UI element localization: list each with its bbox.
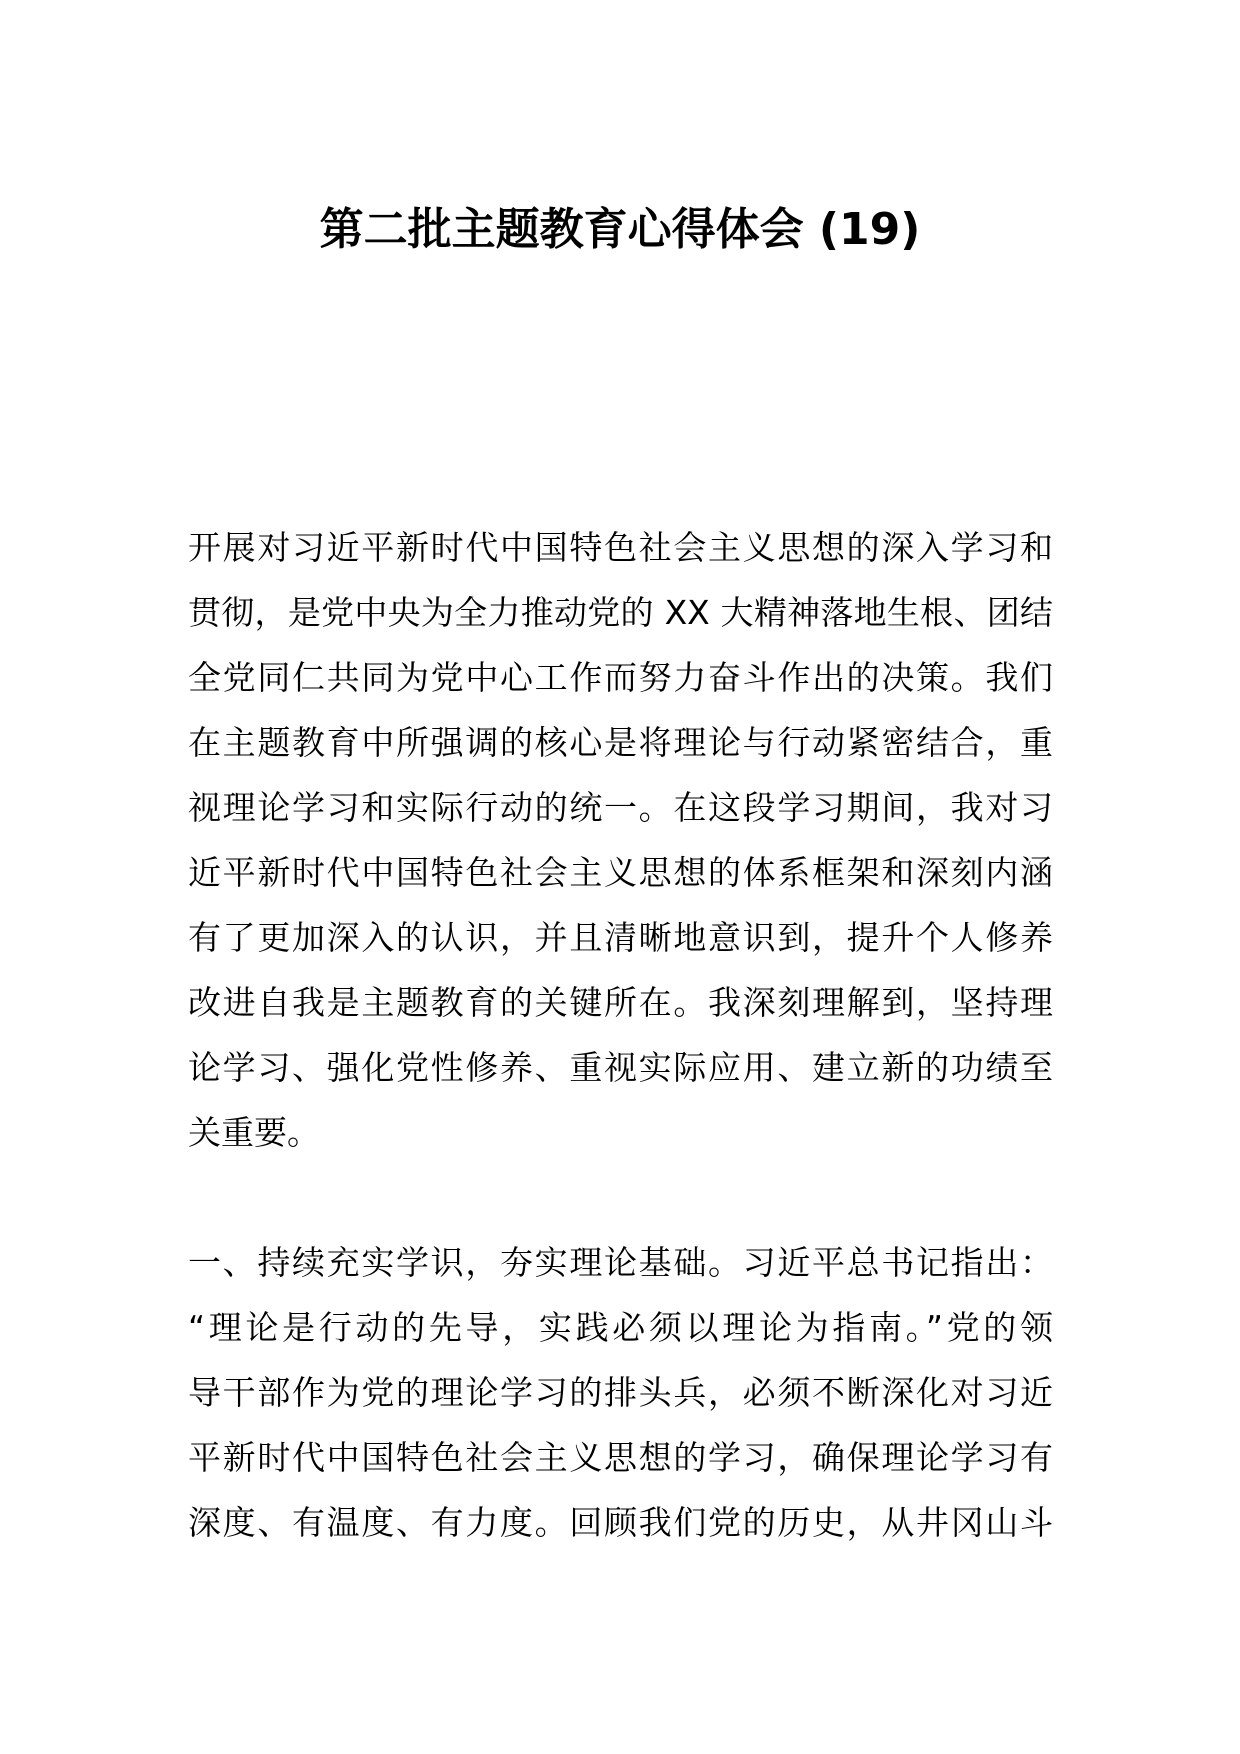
text-line: 贯彻，是党中央为全力推动党的 XX 大精神落地生根、团结: [188, 593, 1053, 632]
document-title: 第二批主题教育心得体会 (19): [319, 204, 921, 255]
text-line: 近平新时代中国特色社会主义思想的体系框架和深刻内涵: [188, 853, 1053, 892]
text-line: 论学习、强化党性修养、重视实际应用、建立新的功绩至: [188, 1048, 1053, 1087]
text-line: 有了更加深入的认识，并且清晰地意识到，提升个人修养: [188, 918, 1053, 957]
paragraph-intro: [188, 515, 1053, 1165]
text-line: 视理论学习和实际行动的统一。在这段学习期间，我对习: [188, 788, 1053, 827]
text-line: 导干部作为党的理论学习的排头兵，必须不断深化对习近: [188, 1373, 1053, 1412]
text-line: “理论是行动的先导，实践必须以理论为指南。”党的领: [188, 1308, 1053, 1347]
text-line: 平新时代中国特色社会主义思想的学习，确保理论学习有: [188, 1438, 1053, 1477]
text-line: 关重要。: [188, 1113, 320, 1152]
text-line: 在主题教育中所强调的核心是将理论与行动紧密结合，重: [188, 723, 1053, 762]
paragraph-section-one: [188, 1230, 1053, 1555]
text-line: 深度、有温度、有力度。回顾我们党的历史，从井冈山斗: [188, 1503, 1053, 1542]
text-line: 开展对习近平新时代中国特色社会主义思想的深入学习和: [188, 528, 1053, 567]
text-line: 一、持续充实学识，夯实理论基础。习近平总书记指出：: [188, 1243, 1053, 1282]
text-line: 全党同仁共同为党中心工作而努力奋斗作出的决策。我们: [188, 658, 1053, 697]
text-line: 改进自我是主题教育的关键所在。我深刻理解到，坚持理: [188, 983, 1053, 1022]
